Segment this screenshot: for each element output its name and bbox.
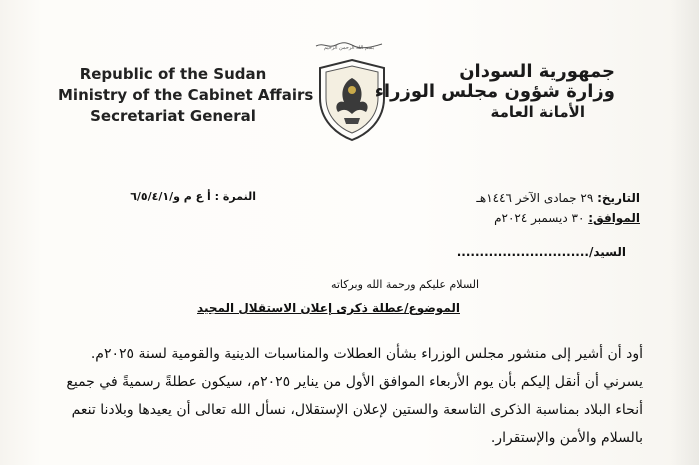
arabic-letterhead bbox=[374, 61, 615, 122]
date-value: ٢٩ جمادى الآخر ١٤٤٦هـ bbox=[476, 191, 594, 205]
body-line: أنحاء البلاد بمناسبة الذكرى التاسعة والستين لإعلان الإستقلال، نسأل الله تعالى أن يعيدها وبلادنا تنعم bbox=[71, 402, 643, 418]
english-country: Republic of the Sudan bbox=[79, 65, 267, 83]
english-letterhead bbox=[58, 64, 314, 127]
arabic-country: جمهورية السودان bbox=[459, 61, 615, 82]
ref-value: أ ع م و/٦/٥/٤/١ bbox=[130, 190, 211, 203]
corresponding-value: ٣٠ ديسمبر ٢٠٢٤م bbox=[494, 211, 585, 225]
letter-meta bbox=[420, 188, 640, 228]
ref-label: النمرة : bbox=[214, 190, 256, 203]
arabic-secretariat: الأمانة العامة bbox=[490, 103, 585, 121]
addressee-line: السيد/............................. bbox=[456, 245, 626, 259]
date-row bbox=[420, 188, 640, 208]
subject-line bbox=[197, 301, 460, 315]
arabic-ministry: وزارة شؤون مجلس الوزراء bbox=[374, 81, 615, 102]
subject-label: الموضوع/ bbox=[404, 301, 460, 315]
corresponding-label: الموافق: bbox=[588, 211, 640, 225]
body-line: يسرني أن أنقل إليكم بأن يوم الأربعاء الموافق الأول من يناير ٢٠٢٥م، سيكون عطلةً رسميةً في جميع bbox=[66, 374, 643, 390]
letter-body bbox=[66, 340, 643, 452]
english-secretariat: Secretariat General bbox=[90, 107, 256, 125]
body-line: بالسلام والأمن والإستقرار. bbox=[490, 430, 643, 446]
top-note-text: بسم الله الرحمن الرحيم bbox=[323, 45, 375, 51]
english-ministry: Ministry of the Cabinet Affairs bbox=[58, 86, 314, 104]
reference-number bbox=[130, 190, 256, 203]
greeting: السلام عليكم ورحمة الله وبركاته bbox=[330, 278, 480, 291]
date-label: التاريخ: bbox=[597, 191, 640, 205]
basmala-scribble bbox=[314, 40, 384, 50]
subject-value: عطلة ذكرى إعلان الاستقلال المجيد bbox=[197, 301, 405, 315]
body-line: أود أن أشير إلى منشور مجلس الوزراء بشأن العطلات والمناسبات الدينية والقومية لسنة ٢٠٢٥م. bbox=[90, 346, 643, 362]
corresponding-row bbox=[420, 208, 640, 228]
